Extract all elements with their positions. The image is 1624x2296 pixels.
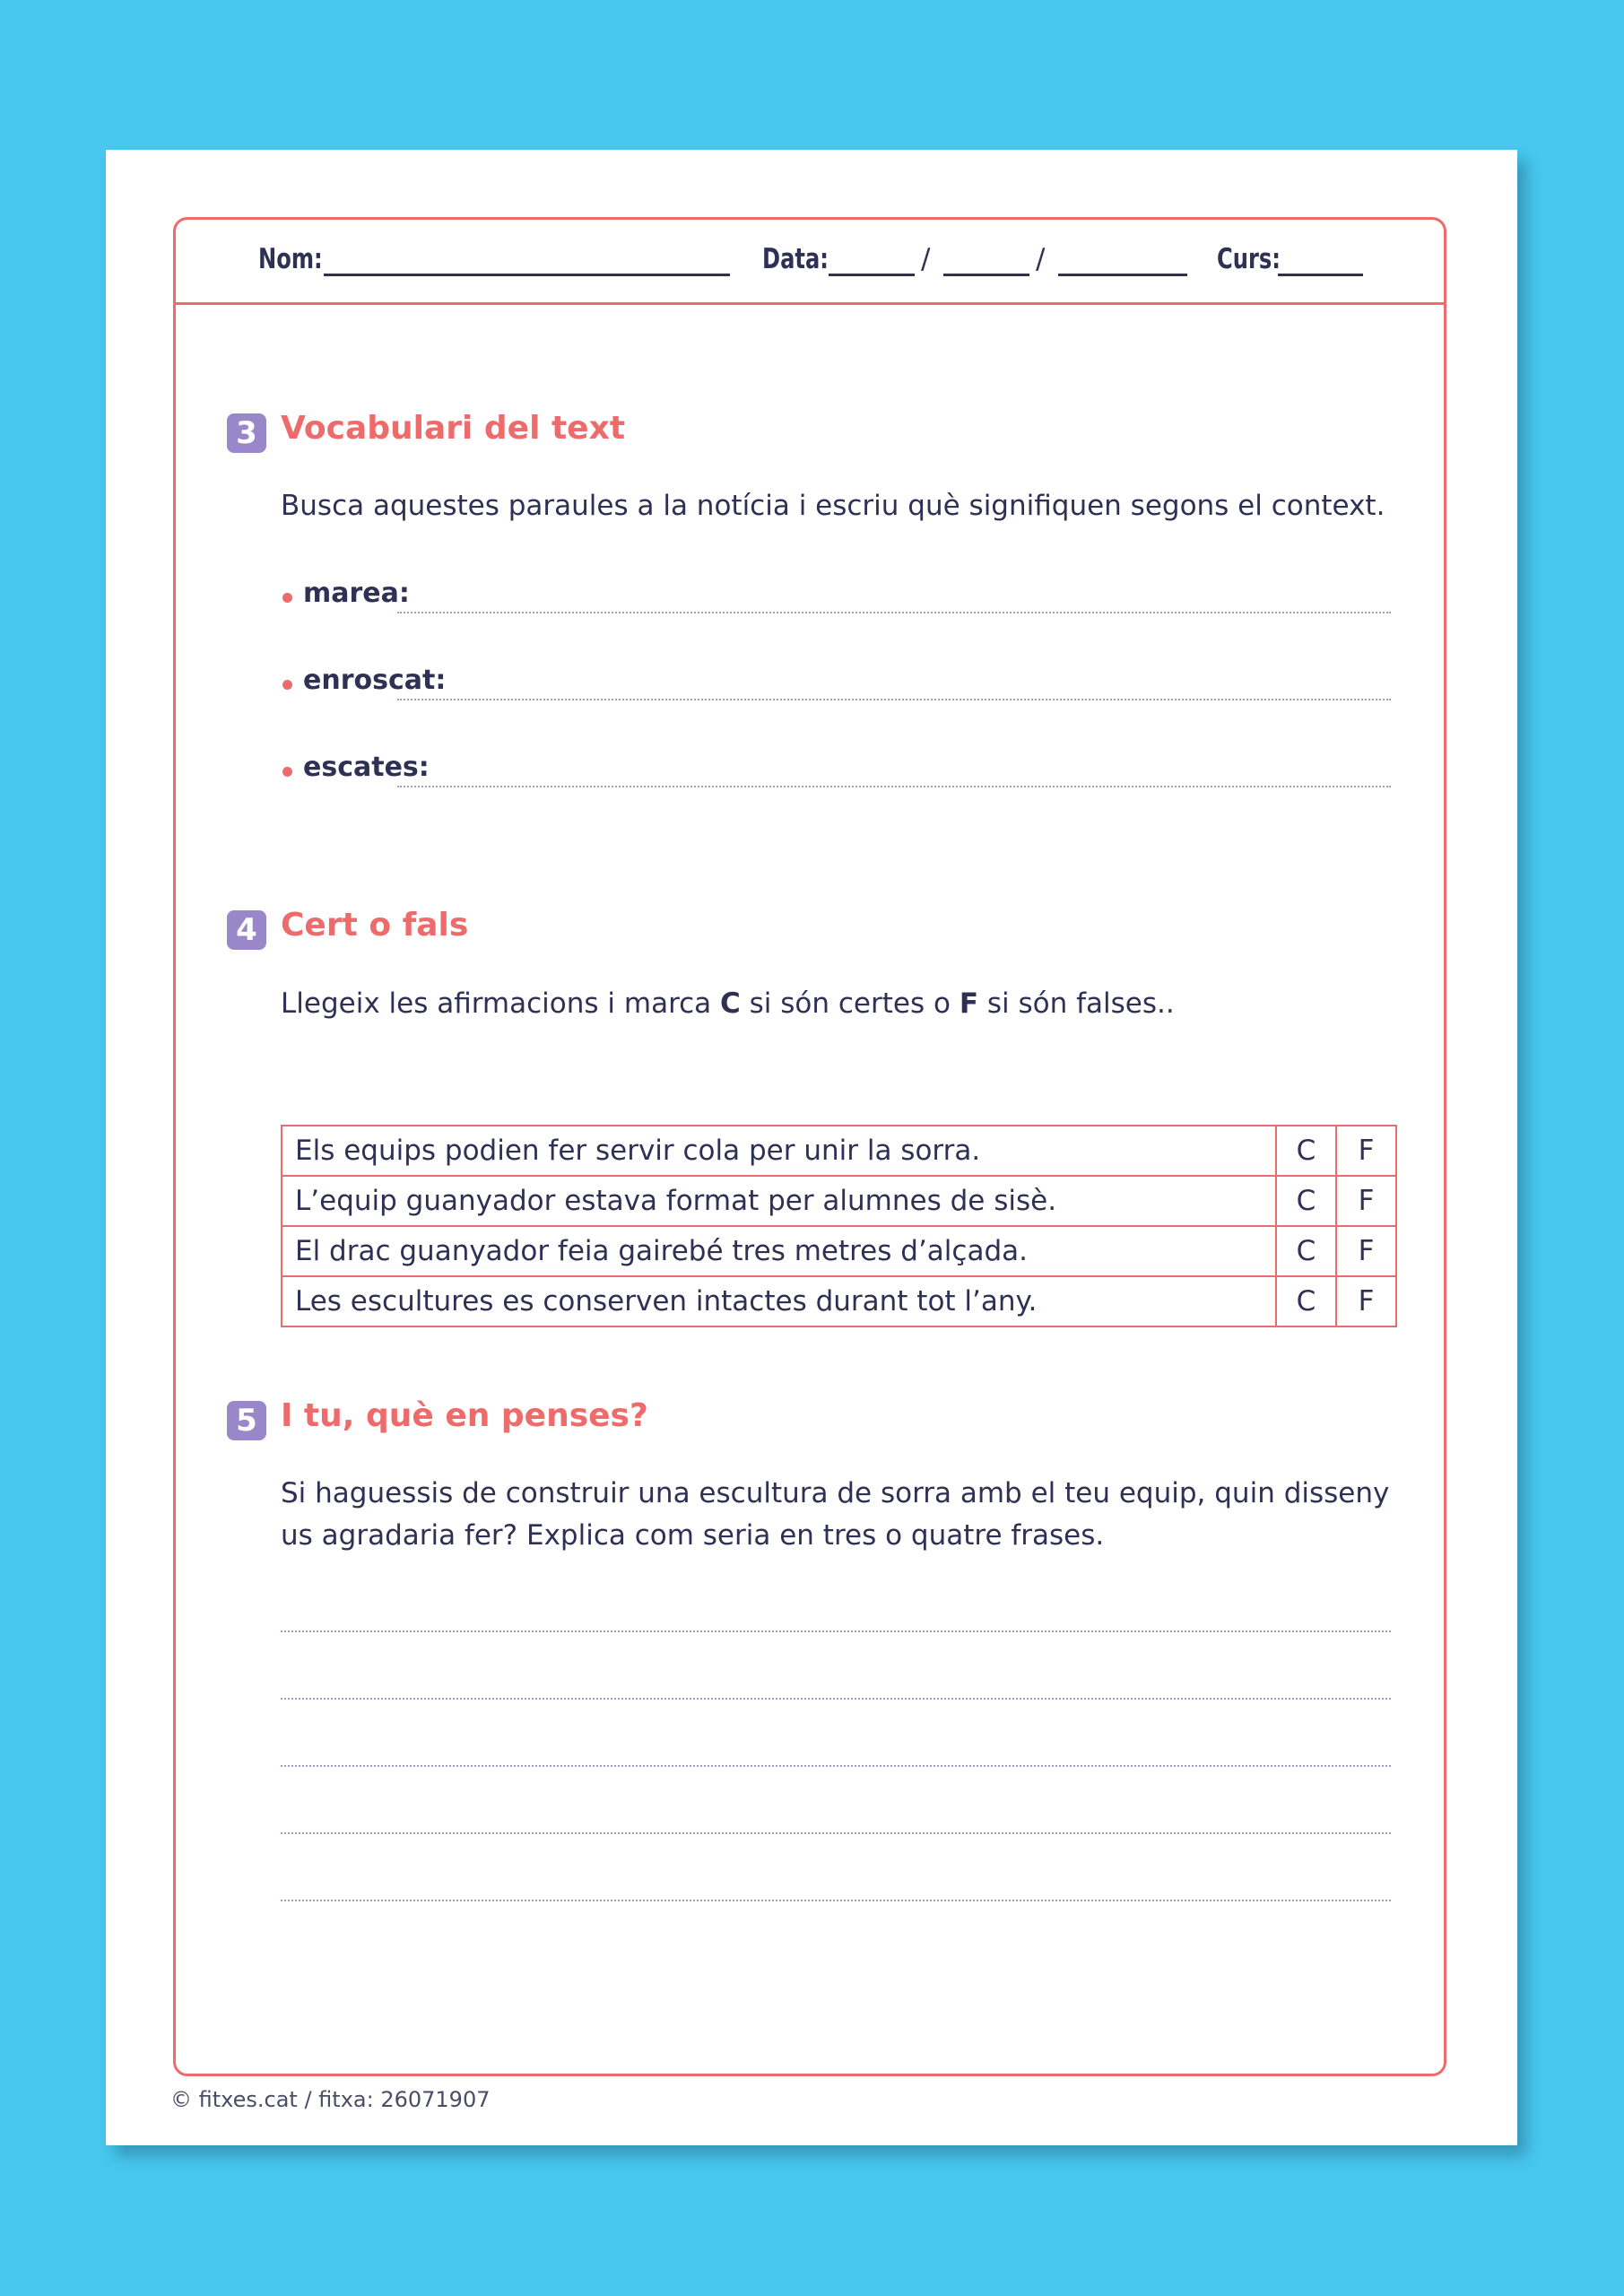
section-5-instruction: Si haguessis de construir una escultura de sorra amb el teu equip, quin disseny us agradaria fer? Explica com seria en tres o quatre frases. [281,1477,1390,1552]
section-number-badge: 3 [227,413,266,453]
instruction-bold-c: C [720,987,741,1020]
answer-line[interactable] [281,1900,1391,1901]
instruction-bold-f: F [959,987,978,1020]
student-info-header [176,220,1444,305]
instruction-text: si són falses.. [978,987,1175,1020]
section-number-badge: 4 [227,910,266,950]
table-row [282,1126,1396,1176]
false-option[interactable]: F [1336,1176,1396,1226]
name-field[interactable] [324,274,730,276]
date-month-field[interactable] [943,274,1029,276]
date-separator: / [921,243,931,275]
date-label: Data: [762,243,829,275]
answer-line[interactable] [397,612,1391,613]
answer-line[interactable] [281,1698,1391,1700]
statement-cell: Les escultures es conserven intactes durant tot l’any. [282,1276,1276,1326]
true-false-table [281,1125,1397,1327]
statement-cell: Els equips podien fer servir cola per unir la sorra. [282,1126,1276,1176]
name-label: Nom: [258,243,323,275]
true-option[interactable]: C [1276,1276,1336,1326]
section-title: Vocabulari del text [281,410,626,447]
bullet-icon [282,680,292,690]
date-day-field[interactable] [829,274,915,276]
false-option[interactable]: F [1336,1126,1396,1176]
answer-line[interactable] [397,786,1391,787]
section-4-instruction [281,983,1420,1025]
answer-line[interactable] [281,1631,1391,1632]
true-option[interactable]: C [1276,1126,1336,1176]
vocab-word: escates: [303,752,430,783]
section-title: I tu, què en penses? [281,1397,648,1434]
vocab-item [281,752,1391,787]
statement-cell: El drac guanyador feia gairebé tres metres d’alçada. [282,1226,1276,1276]
false-option[interactable]: F [1336,1226,1396,1276]
vocab-word: enroscat: [303,665,447,696]
course-label: Curs: [1217,243,1281,275]
bullet-icon [282,767,292,777]
section-3-instruction: Busca aquestes paraules a la notícia i escriu què signifiquen segons el context. [281,490,1385,522]
answer-line[interactable] [281,1832,1391,1834]
vocab-word: marea: [303,578,410,609]
true-option[interactable]: C [1276,1176,1336,1226]
table-row [282,1276,1396,1326]
answer-line[interactable] [397,699,1391,700]
bullet-icon [282,593,292,603]
instruction-text: si són certes o [740,987,960,1020]
worksheet-frame [173,217,1446,2076]
true-option[interactable]: C [1276,1226,1336,1276]
copyright-footer: © fitxes.cat / fitxa: 26071907 [170,2087,491,2112]
table-row [282,1226,1396,1276]
false-option[interactable]: F [1336,1276,1396,1326]
answer-line[interactable] [281,1765,1391,1767]
vocab-item [281,665,1391,700]
instruction-text: Llegeix les afirmacions i marca [281,987,721,1020]
course-field[interactable] [1278,274,1363,276]
date-year-field[interactable] [1058,274,1187,276]
table-row [282,1176,1396,1226]
date-separator: / [1036,243,1046,275]
vocab-item [281,578,1391,613]
statement-cell: L’equip guanyador estava format per alumnes de sisè. [282,1176,1276,1226]
section-title: Cert o fals [281,907,469,944]
worksheet-page [106,150,1517,2145]
section-number-badge: 5 [227,1401,266,1440]
